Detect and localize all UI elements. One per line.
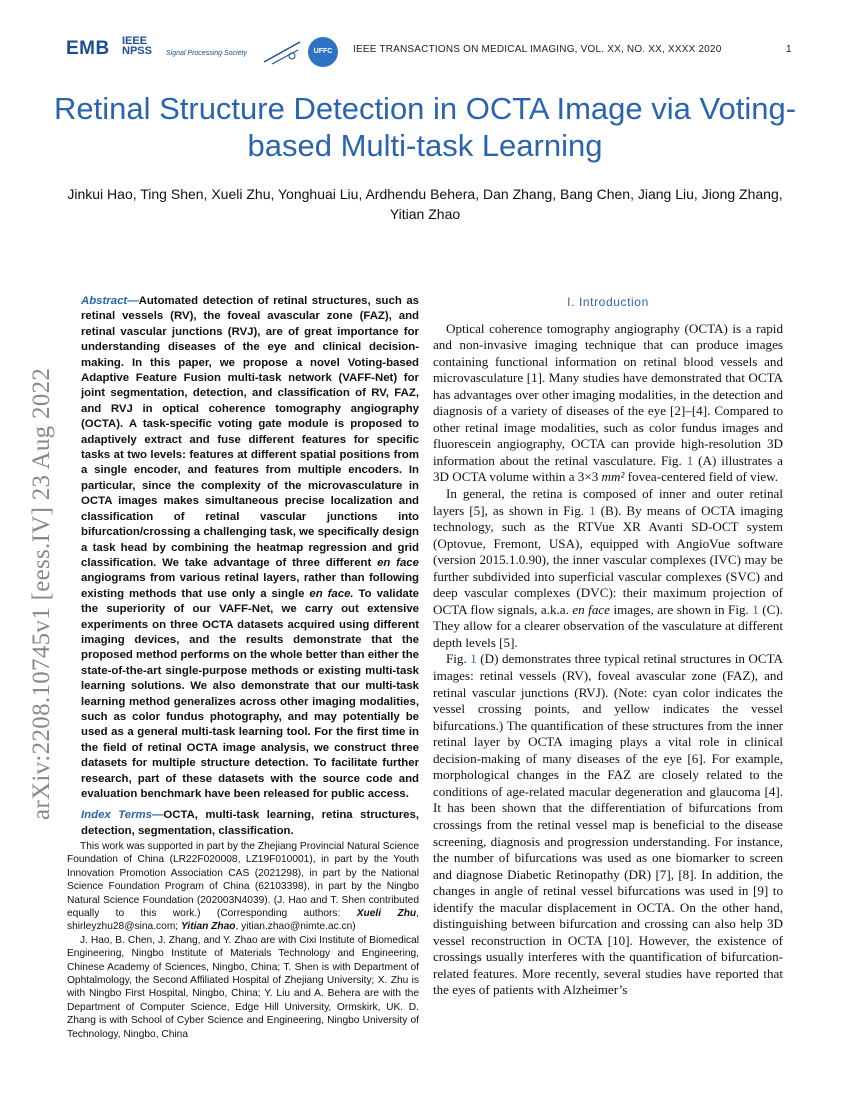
footnotes: [67, 840, 419, 1041]
figure-1-reference[interactable]: 1: [589, 502, 596, 518]
intro-p1-text-c: fovea-centered field of view.: [624, 469, 779, 485]
ieee-npss-logo: [122, 36, 152, 56]
intro-p2-text-c: images, are shown in Fig.: [610, 601, 753, 617]
index-terms-label: Index Terms—: [81, 809, 164, 822]
index-terms-text: OCTA, multi-task learning, retina structures, detection, segmentation, classification.: [81, 809, 419, 837]
intro-p2-text-b: (B). By means of OCTA imaging technology, such as the RTVue XR Avanti SD-OCT system (Optovue, Fremont, USA), equipped with AngioVue software (version 2015.1.0.90), the inner vascular complexes (IVC) may be further subdivided into superficial vascular complexes (SVC) and deep vascular complexes (DVC): their maximum projection of OCTA flow signals, a.k.a.: [433, 502, 783, 617]
ultrasonics-logo-icon: [262, 38, 302, 66]
intro-p2-text-d: (C). They allow for a clearer observation of the vasculature at different depth levels [5].: [433, 601, 783, 650]
intro-paragraph-3: [433, 651, 783, 998]
paper-title: Retinal Structure Detection in OCTA Image via Voting-based Multi-task Learning: [53, 91, 797, 163]
left-column: [81, 294, 419, 839]
intro-p1-text-a: Optical coherence tomography angiography (OCTA) is a rapid and non-invasive imaging technique that can produce images containing functional information on retinal blood vessels and microvasculature [1]. Many studies have demonstrated that OCTA has advantages over other imaging modalities, in the detection and diagnosis of a variety of diseases of the eye [2]–[4]. Compared to other retinal image modalities, such as color fundus images and fluorescein angiography, OCTA can provide high-resolution 3D information about the retinal vasculature. Fig.: [433, 320, 783, 468]
abstract-emph-1: en face: [377, 556, 419, 569]
abstract-text-2: angiograms from various retinal layers, rather than following existing methods that use only a single: [81, 572, 419, 600]
emb-logo: EMB: [66, 38, 110, 59]
intro-p2-emph: en face: [572, 601, 610, 617]
intro-p3-text-a: Fig.: [446, 651, 471, 667]
figure-1-reference[interactable]: 1: [470, 651, 477, 667]
figure-1-reference[interactable]: 1: [686, 452, 694, 468]
abstract-text-1: Automated detection of retinal structures, such as retinal vessels (RV), the foveal avascular zone (FAZ), and retinal vascular junctions (RVJ), are of great importance for understanding diseases of the eye and clinical decision-making. In this paper, we propose a novel Voting-based Adaptive Feature Fusion multi-task network (VAFF-Net) for joint segmentation, detection, and classification of RV, FAZ, and RVJ in optical coherence tomography angiography (OCTA). A task-specific voting gate module is proposed to adaptively extract and fuse different features for specific tasks at two levels: features at different spatial positions from a single encoder, and features from multiple encoders. In particular, since the complexity of the microvasculature in OCTA images makes simultaneous precise localization and classification of retinal vascular junctions into bifurcation/crossing a challenging task, we specifically design a task head by combining the heatmap regression and grid classification. We take advantage of three different: [81, 295, 419, 569]
intro-p3-text-b: (D) demonstrates three typical retinal structures in OCTA images: retinal vessels (RV), foveal avascular zone (FAZ), and retinal vascular junctions (RVJ). (Note: cyan color indicates the vessel crossing points, and yellow indicates the vessel bifurcations.) The quantification of these structures from the inner retinal layer by OCTA imaging plays a vital role in clinical decision-making of many diseases of the eye [6]. For example, morphological changes in the FAZ are closely related to the conditions of age-related macular degeneration and glaucoma [4]. It has been shown that the differentiation of bifurcations from crossings from the retinal vessel map is beneficial to the disease screening, diagnosis and progression understanding. For instance, the number of bifurcations was used as one biomarker to screen and diagnose Diabetic Retinopathy (DR) [7], [8]. In addition, the changes in angle of retinal vessel bifurcations was used in [9] to identify the macular displacement in OCTA. On the other hand, distinguishing between bifurcation and crossing can also help 3D vessel reconstruction in OCTA [10]. However, the existence of crossings usually interferes with the quantification of bifurcation-related features. More recently, several studies have reported that the eyes of patients with Alzheimer’s: [433, 651, 783, 998]
footnote-funding: [67, 840, 419, 934]
footnote-funding-text: This work was supported in part by the Zhejiang Provincial Natural Science Foundation of China (LR22F020008, LZ19F010001), in part by the Youth Innovation Promotion Association CAS (2021298), in part by the National Science Foundation Program of China (62103398), in part by the Ningbo Natural Science Foundation (202003N4039). (J. Hao and T. Shen contributed equally to this work.) (Corresponding authors:: [67, 841, 419, 920]
journal-header: IEEE TRANSACTIONS ON MEDICAL IMAGING, VOL. XX, NO. XX, XXXX 2020: [353, 44, 722, 55]
intro-p1-unit: mm²: [601, 469, 625, 485]
section-heading-introduction: I. Introduction: [567, 295, 649, 309]
footnote-email-2: , yitian.zhao@nimte.ac.cn): [235, 921, 356, 933]
ieee-logo-text: IEEE: [122, 35, 148, 47]
footnote-affiliations: J. Hao, B. Chen, J. Zhang, and Y. Zhao are with Cixi Institute of Biomedical Engineering, Ningbo Institute of Materials Technology and Engineering, Chinese Academy of Sciences, Ningbo, China; T. Shen is with Department of Ophtalmology, the Second Affiliated Hospital of Zhejiang University; X. Zhu is with Ningbo First Hospital, Ningbo, China; Y. Liu and A. Behera are with the Department of Computer Science, Edge Hill University, Ormskirk, UK. D. Zhang is with School of Cyber Science and Engineering, Ningbo University of Technology, Ningbo, China: [67, 934, 419, 1040]
intro-p1-text-b: (A) illustrates a 3D OCTA volume within a 3×3: [433, 452, 783, 485]
corresponding-author-2: Yitian Zhao: [180, 921, 236, 933]
index-terms: [81, 808, 419, 839]
intro-paragraph-2: [433, 486, 783, 651]
paper-authors: Jinkui Hao, Ting Shen, Xueli Zhu, Yonghuai Liu, Ardhendu Behera, Dan Zhang, Bang Chen, Jiang Liu, Jiong Zhang, Yitian Zhao: [67, 186, 783, 222]
arxiv-stamp: arXiv:2208.10745v1 [eess.IV] 23 Aug 2022: [28, 367, 55, 820]
abstract: [81, 294, 419, 802]
right-column: [433, 294, 783, 999]
header-logos: [66, 34, 336, 70]
uffc-logo: UFFC: [308, 37, 338, 67]
abstract-label: Abstract—: [81, 295, 139, 307]
page-number: 1: [786, 44, 792, 55]
abstract-emph-2: en face.: [309, 587, 354, 600]
figure-1-reference[interactable]: 1: [752, 601, 759, 617]
abstract-text-3: To validate the superiority of our VAFF-Net, we carry out extensive experiments on three OCTA datasets acquired using different imaging devices, and the results demonstrate that the proposed method performs on the whole better than either the state-of-the-art single-purpose methods or existing multi-task learning solutions. We also demonstrate that our multi-task learning method generalizes across other imaging modalities, such as color fundus photography, and may potentially be used as a general multi-task learning tool. For the first time in the field of retinal OCTA image analysis, we construct three datasets for multiple structure detection. To facilitate further research, part of these datasets with the source code and evaluation benchmark have been released for public access.: [81, 587, 419, 800]
npss-logo-text: NPSS: [122, 45, 152, 57]
footnote-email-1: , shirleyzhu28@sina.com;: [67, 908, 419, 933]
intro-paragraph-1: [433, 321, 783, 486]
corresponding-author-1: Xueli Zhu: [356, 908, 417, 920]
sps-logo: Signal Processing Society: [166, 50, 247, 57]
intro-p2-text-a: In general, the retina is composed of inner and outer retinal layers [5], as shown in Fig.: [433, 486, 783, 518]
